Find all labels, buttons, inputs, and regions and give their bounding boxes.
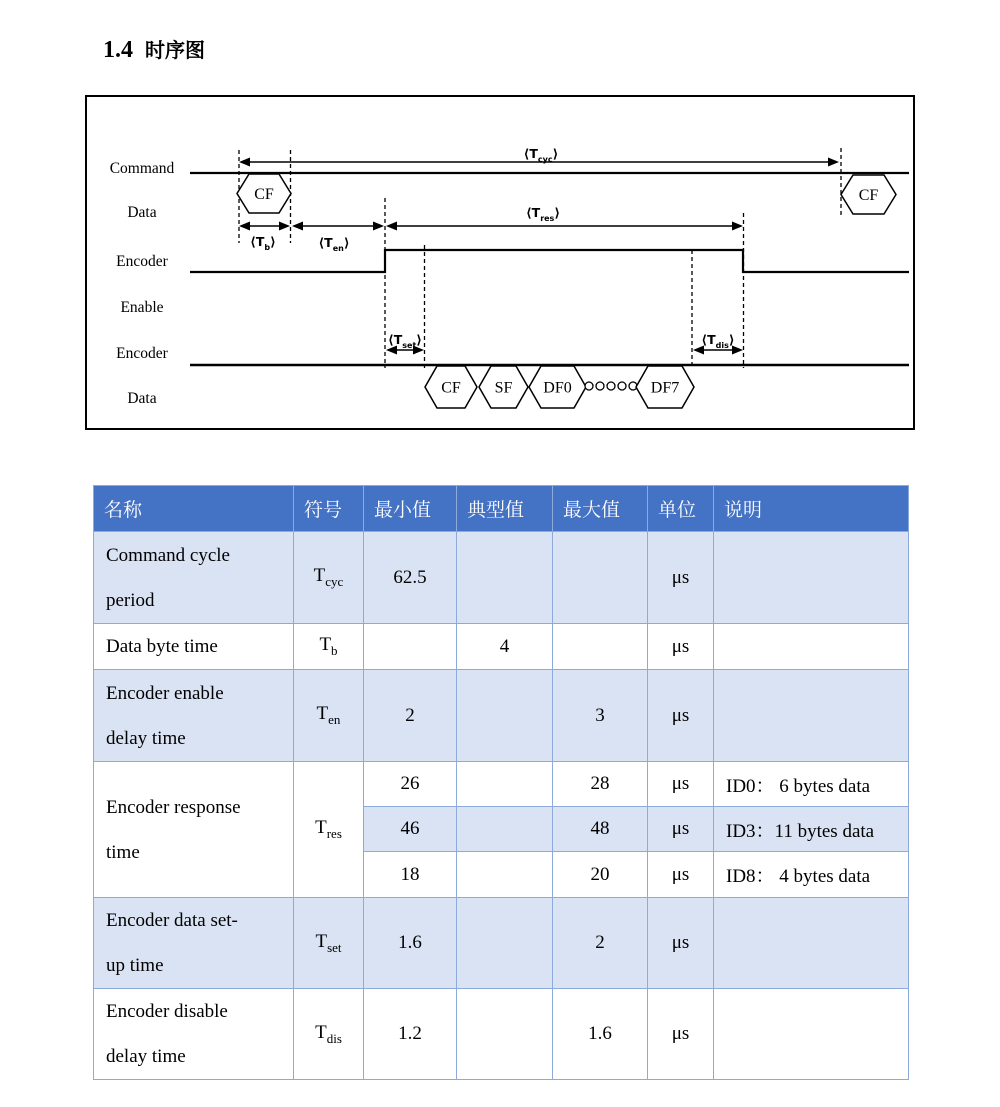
block-cf-label: CF — [441, 379, 461, 397]
col-header-symbol: 符号 — [294, 486, 364, 532]
block-df0-label: DF0 — [543, 379, 572, 397]
cell-max: 20 — [553, 852, 648, 898]
table-row — [94, 762, 909, 807]
cell-description — [714, 532, 909, 624]
col-header-max: 最大值 — [553, 486, 648, 532]
cell-min: 18 — [364, 852, 457, 898]
cell-min: 1.2 — [364, 989, 457, 1080]
cell-unit: μs — [648, 807, 714, 852]
signal-label-encoder2: Encoder — [116, 345, 168, 362]
tb-label: $⟨T_b⟩$ — [250, 234, 276, 252]
cell-symbol: $T_{en}$ — [294, 670, 364, 762]
cell-unit: μs — [648, 898, 714, 989]
cell-unit: μs — [648, 624, 714, 670]
cell-max: 28 — [553, 762, 648, 807]
cell-symbol: $T_{set}$ — [294, 898, 364, 989]
cell-description: ID3：11 bytes data — [714, 807, 909, 852]
col-header-name: 名称 — [94, 486, 294, 532]
col-header-typical: 典型值 — [457, 486, 553, 532]
cell-name: Encoder response time — [94, 762, 294, 898]
cell-max: 48 — [553, 807, 648, 852]
cell-unit: μs — [648, 532, 714, 624]
cell-symbol: $T_{dis}$ — [294, 989, 364, 1080]
cell-typical: 4 — [457, 624, 553, 670]
cell-min: 46 — [364, 807, 457, 852]
cell-max — [553, 624, 648, 670]
timing-labels — [250, 146, 734, 350]
cell-max — [553, 532, 648, 624]
cell-symbol: $T_{cyc}$ — [294, 532, 364, 624]
encoder-enable-line — [190, 250, 909, 272]
cell-name: Encoder data set-up time — [94, 898, 294, 989]
cell-typical — [457, 989, 553, 1080]
timing-diagram — [85, 95, 915, 430]
cell-min — [364, 624, 457, 670]
encoder-data-blocks — [425, 366, 694, 408]
cell-symbol: $T_{res}$ — [294, 762, 364, 898]
signal-label-command-data: Data — [127, 204, 157, 221]
section-number: 1.4 — [103, 37, 133, 63]
tset-label: $⟨T_{set}⟩$ — [388, 332, 422, 350]
col-header-unit: 单位 — [648, 486, 714, 532]
tres-label: $⟨T_{res}⟩$ — [525, 205, 561, 223]
cell-unit: μs — [648, 989, 714, 1080]
cell-name: Command cycle period — [94, 532, 294, 624]
signal-label-encoder: Encoder — [116, 253, 168, 270]
cell-symbol: $T_b$ — [294, 624, 364, 670]
cell-unit: μs — [648, 852, 714, 898]
col-header-min: 最小值 — [364, 486, 457, 532]
ten-arrow — [292, 222, 384, 231]
signal-label-enable: Enable — [120, 299, 164, 316]
cell-typical — [457, 898, 553, 989]
cell-min: 1.6 — [364, 898, 457, 989]
dashed-guides — [239, 148, 841, 368]
cell-description: ID8： 4 bytes data — [714, 852, 909, 898]
section-heading — [103, 34, 205, 64]
tcyc-label: $⟨T_{cyc}⟩$ — [523, 146, 559, 164]
signal-label-data: Data — [127, 390, 157, 407]
cell-typical — [457, 670, 553, 762]
command-frame-right — [841, 175, 896, 214]
cell-typical — [457, 762, 553, 807]
table-row — [94, 532, 909, 624]
cell-description — [714, 624, 909, 670]
section-title: 时序图 — [145, 40, 205, 62]
cell-typical — [457, 807, 553, 852]
tb-arrow — [239, 222, 290, 231]
cell-min: 26 — [364, 762, 457, 807]
cell-typical — [457, 852, 553, 898]
cell-min: 62.5 — [364, 532, 457, 624]
tdis-label: $⟨T_{dis}⟩$ — [701, 332, 735, 350]
table-row — [94, 670, 909, 762]
block-df7-label: DF7 — [650, 379, 680, 397]
cell-description — [714, 898, 909, 989]
cell-description — [714, 989, 909, 1080]
timing-parameters-table — [93, 485, 909, 1080]
command-frame-right-label: CF — [858, 187, 879, 204]
signal-labels — [110, 160, 175, 407]
signal-label-command: Command — [109, 160, 175, 177]
cell-description: ID0： 6 bytes data — [714, 762, 909, 807]
cell-max: 2 — [553, 898, 648, 989]
cell-name: Encoder enable delay time — [94, 670, 294, 762]
table-row — [94, 624, 909, 670]
ten-label: $⟨T_{en}⟩$ — [318, 235, 350, 253]
ellipsis-dots — [585, 382, 637, 390]
cell-description — [714, 670, 909, 762]
cell-name: Encoder disable delay time — [94, 989, 294, 1080]
table-row — [94, 898, 909, 989]
cell-unit: μs — [648, 670, 714, 762]
header-row — [94, 486, 909, 532]
cell-typical — [457, 532, 553, 624]
tres-arrow — [386, 222, 743, 231]
cell-max: 3 — [553, 670, 648, 762]
col-header-description: 说明 — [714, 486, 909, 532]
cell-max: 1.6 — [553, 989, 648, 1080]
cell-unit: μs — [648, 762, 714, 807]
cell-min: 2 — [364, 670, 457, 762]
command-frame-left-label: CF — [254, 186, 274, 203]
table-row — [94, 989, 909, 1080]
block-sf-label: SF — [494, 379, 513, 397]
cell-name: Data byte time — [94, 624, 294, 670]
command-frame-left — [237, 174, 291, 213]
